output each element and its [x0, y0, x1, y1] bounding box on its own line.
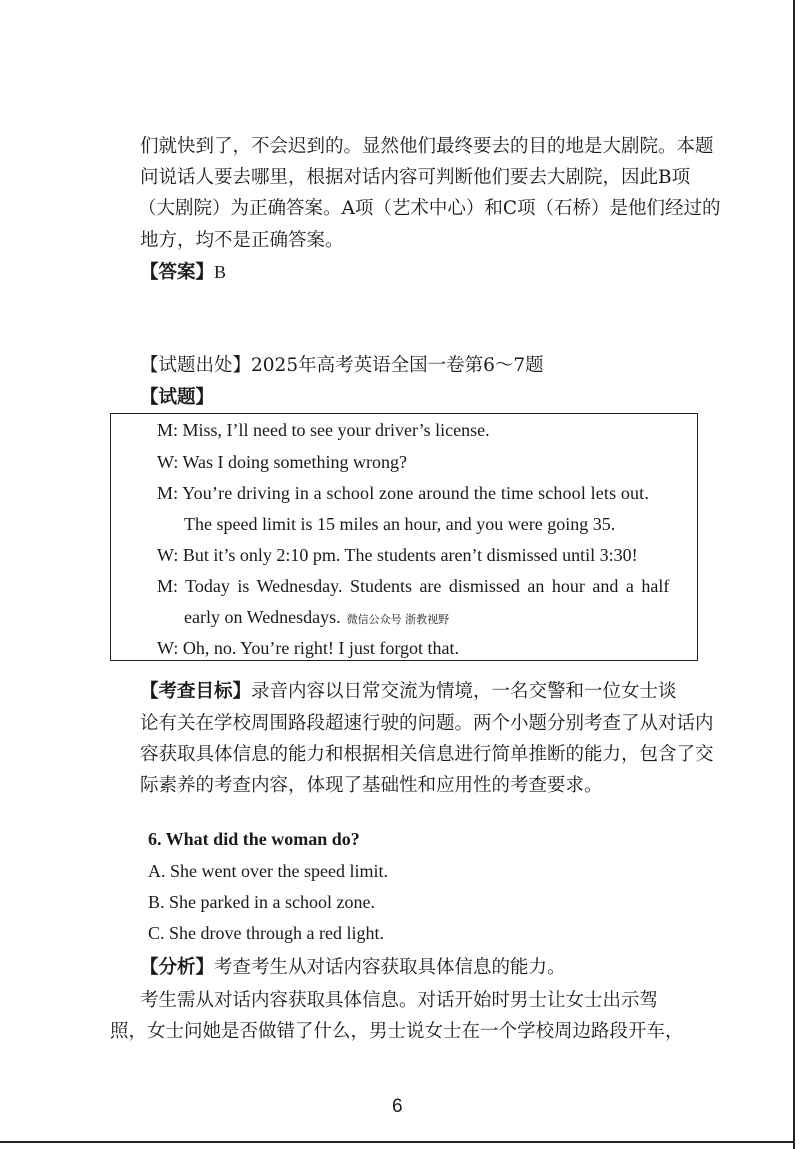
page-number: 6 — [392, 1096, 403, 1117]
objective-line: 际素养的考查内容，体现了基础性和应用性的考查要求。 — [140, 775, 603, 796]
objective-line — [140, 677, 677, 703]
dialogue-text: early on Wednesdays. — [184, 607, 341, 627]
analysis-line — [140, 953, 566, 979]
watermark-text: 微信公众号 浙教视野 — [346, 613, 450, 626]
answer-value: B — [214, 262, 227, 282]
paragraph-line: （大剧院）为正确答案。A项（艺术中心）和C项（石桥）是他们经过的 — [138, 198, 721, 219]
paragraph-line: 们就快到了，不会迟到的。显然他们最终要去的目的地是大剧院。本题 — [140, 136, 714, 157]
objective-line: 论有关在学校周围路段超速行驶的问题。两个小题分别考查了从对话内 — [140, 713, 714, 734]
dialogue-line: M: Today is Wednesday. Students are dismissed an hour and a half — [157, 576, 670, 596]
source-line — [140, 351, 544, 377]
dialogue-line — [184, 607, 449, 628]
option-a: A. She went over the speed limit. — [148, 861, 388, 881]
analysis-text: 考查考生从对话内容获取具体信息的能力。 — [214, 957, 566, 978]
analysis-line: 考生需从对话内容获取具体信息。对话开始时男士让女士出示驾 — [140, 990, 659, 1011]
source-label: 【试题出处】 — [140, 355, 252, 376]
dialogue-box — [110, 413, 698, 661]
objective-text: 录音内容以日常交流为情境，一名交警和一位女士谈 — [251, 681, 677, 702]
dialogue-line: W: But it’s only 2:10 pm. The students aren’t dismissed until 3:30! — [157, 545, 638, 565]
paragraph-line: 问说话人要去哪里，根据对话内容可判断他们要去大剧院，因此B项 — [140, 167, 691, 188]
answer-line — [140, 258, 226, 284]
objective-label: 【考查目标】 — [140, 681, 252, 702]
option-b: B. She parked in a school zone. — [148, 892, 375, 912]
dialogue-line: The speed limit is 15 miles an hour, and you were going 35. — [184, 514, 616, 534]
dialogue-line: W: Was I doing something wrong? — [157, 452, 408, 472]
question-label: 【试题】 — [140, 387, 215, 408]
objective-line: 容获取具体信息的能力和根据相关信息进行简单推断的能力，包含了交 — [140, 744, 714, 765]
answer-label: 【答案】 — [140, 262, 215, 283]
question-stem: 6. What did the woman do? — [148, 829, 360, 849]
dialogue-line: M: Miss, I’ll need to see your driver’s license. — [157, 420, 490, 440]
dialogue-line: W: Oh, no. You’re right! I just forgot that. — [157, 638, 459, 658]
source-value: 2025年高考英语全国一卷第6～7题 — [251, 355, 544, 376]
page-border-right — [793, 0, 795, 1149]
analysis-label: 【分析】 — [140, 957, 215, 978]
dialogue-line: M: You’re driving in a school zone around the time school lets out. — [157, 483, 649, 503]
page-border-bottom — [0, 1141, 795, 1143]
analysis-line: 照，女士问她是否做错了什么，男士说女士在一个学校周边路段开车， — [110, 1021, 684, 1042]
paragraph-line: 地方，均不是正确答案。 — [140, 230, 344, 251]
option-c: C. She drove through a red light. — [148, 923, 384, 943]
